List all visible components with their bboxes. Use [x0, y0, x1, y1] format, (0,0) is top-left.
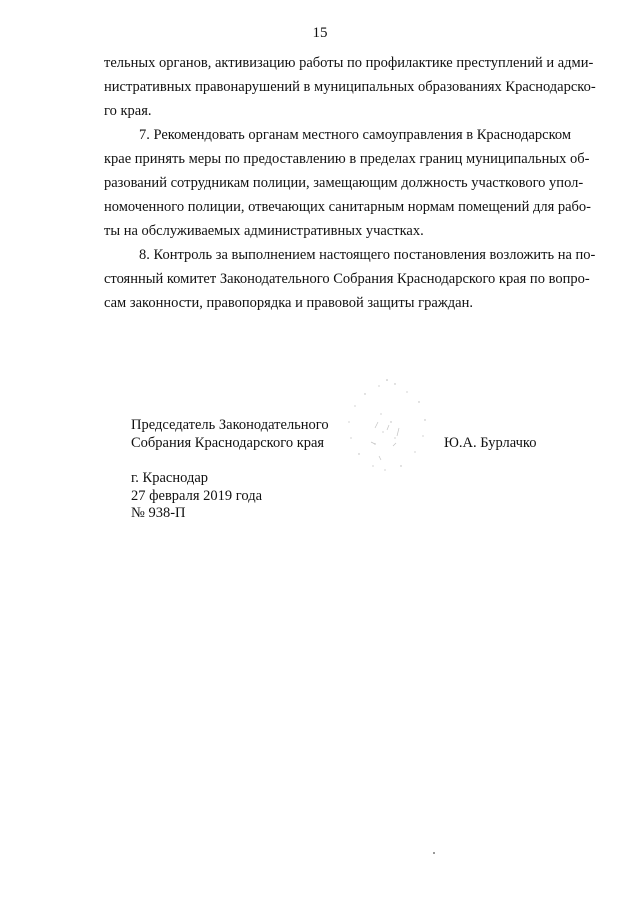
text-line: тельных органов, активизацию работы по профилактике преступлений и адми- — [104, 55, 594, 71]
paragraph-8 — [104, 243, 596, 315]
page-number: 15 — [312, 25, 328, 41]
text-line: ты на обслуживаемых административных участках. — [104, 223, 424, 239]
text-line: 8. Контроль за выполнением настоящего постановления возложить на по- — [139, 247, 596, 263]
text-line: номоченного полиции, отвечающих санитарным нормам помещений для рабо- — [104, 199, 592, 215]
signer-title-line2: Собрания Краснодарского края — [131, 434, 325, 451]
document-details — [131, 470, 262, 523]
text-line: сам законности, правопорядка и правовой защиты граждан. — [104, 295, 473, 311]
document-date: 27 февраля 2019 года — [131, 487, 263, 504]
text-line: 7. Рекомендовать органам местного самоуправления в Краснодарском — [139, 127, 572, 143]
document-body — [104, 51, 596, 315]
signer-name: Ю.А. Бурлачко — [444, 435, 537, 451]
paragraph-6-continuation — [104, 51, 596, 123]
text-line: стоянный комитет Законодательного Собрания Краснодарского края по вопро- — [104, 271, 590, 287]
text-line: крае принять меры по предоставлению в пределах границ муниципальных об- — [104, 151, 590, 167]
text-line: нистративных правонарушений в муниципальных образованиях Краснодарско- — [104, 79, 596, 95]
signer-title-line1: Председатель Законодательного — [131, 417, 329, 433]
document-city: г. Краснодар — [131, 470, 209, 486]
scan-speck — [433, 852, 435, 854]
paragraph-7 — [104, 123, 592, 243]
text-line: го края. — [104, 103, 152, 119]
document-number: № 938-П — [131, 505, 186, 521]
text-line: разований сотрудникам полиции, замещающим должность участкового упол- — [104, 175, 584, 191]
